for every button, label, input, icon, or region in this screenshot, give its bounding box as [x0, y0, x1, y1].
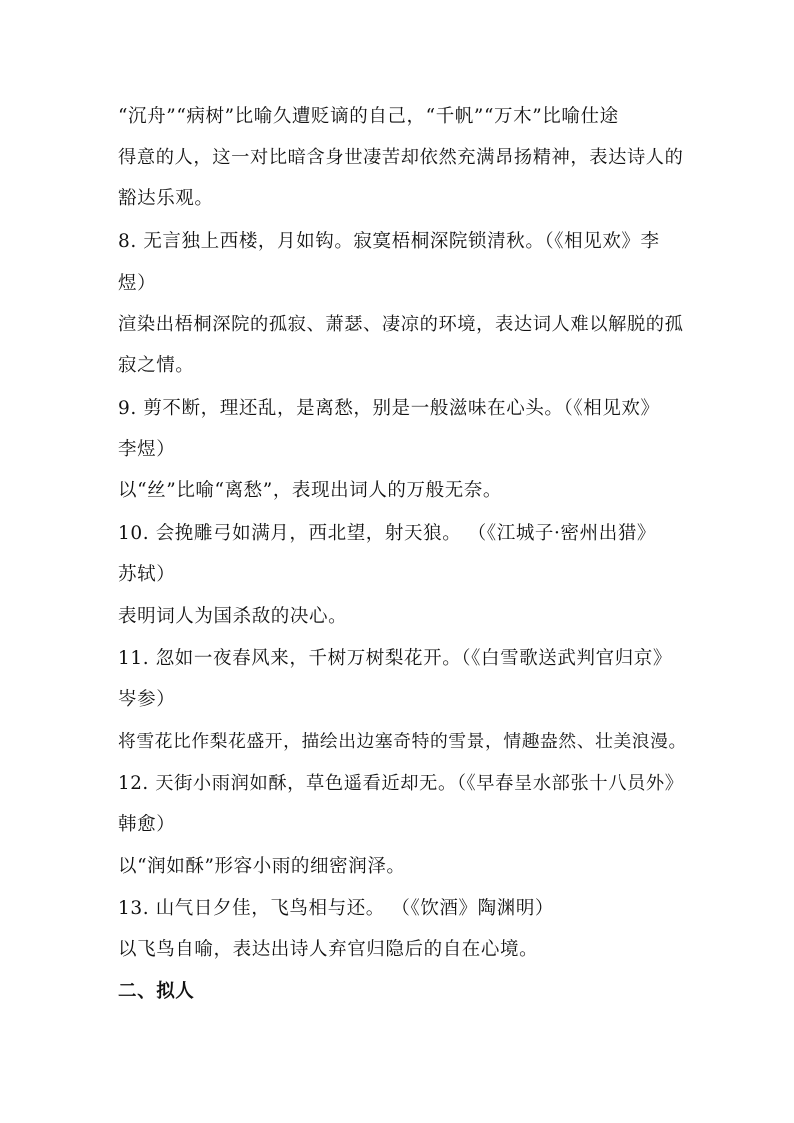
text-line: 12. 天街小雨润如酥，草色遥看近却无。（《早春呈水部张十八员外》: [118, 773, 684, 794]
text-line: 8. 无言独上西楼，月如钩。寂寞梧桐深院锁清秋。（《相见欢》李: [118, 231, 660, 252]
text-line: 煜）: [118, 273, 157, 294]
text-line: 表明词人为国杀敌的决心。: [118, 606, 348, 627]
text-line: 苏轼）: [118, 564, 176, 585]
text-line: 李煜）: [118, 439, 176, 460]
text-line: 豁达乐观。: [118, 188, 214, 209]
section-heading: 二、拟人: [118, 981, 195, 1002]
text-line: 9. 剪不断，理还乱，是离愁，别是一般滋味在心头。（《相见欢》: [118, 398, 660, 419]
text-line: 韩愈）: [118, 814, 176, 835]
text-line: 以“丝”比喻“离愁”，表现出词人的万般无奈。: [118, 480, 503, 501]
text-line: 以飞鸟自喻，表达出诗人弃官归隐后的自在心境。: [118, 939, 539, 960]
text-line: 10. 会挽雕弓如满月，西北望，射天狼。 （《江城子·密州出猎》: [118, 523, 657, 544]
text-line: 得意的人，这一对比暗含身世凄苦却依然充满昂扬精神，表达诗人的: [118, 147, 684, 168]
text-line: 13. 山气日夕佳，飞鸟相与还。 （《饮酒》陶渊明）: [118, 898, 555, 919]
text-line: 以“润如酥”形容小雨的细密润泽。: [118, 856, 406, 877]
text-line: 岑参）: [118, 689, 176, 710]
text-line: 将雪花比作梨花盛开，描绘出边塞奇特的雪景，情趣盎然、壮美浪漫。: [118, 732, 687, 752]
text-line: 11. 忽如一夜春风来，千树万树梨花开。（《白雪歌送武判官归京》: [118, 648, 673, 669]
text-line: 寂之情。: [118, 355, 195, 376]
text-line: “沉舟”“病树”比喻久遭贬谪的自己，“千帆”“万木”比喻仕途: [118, 106, 619, 127]
text-line: 渲染出梧桐深院的孤寂、萧瑟、凄凉的环境，表达词人难以解脱的孤: [118, 314, 684, 335]
